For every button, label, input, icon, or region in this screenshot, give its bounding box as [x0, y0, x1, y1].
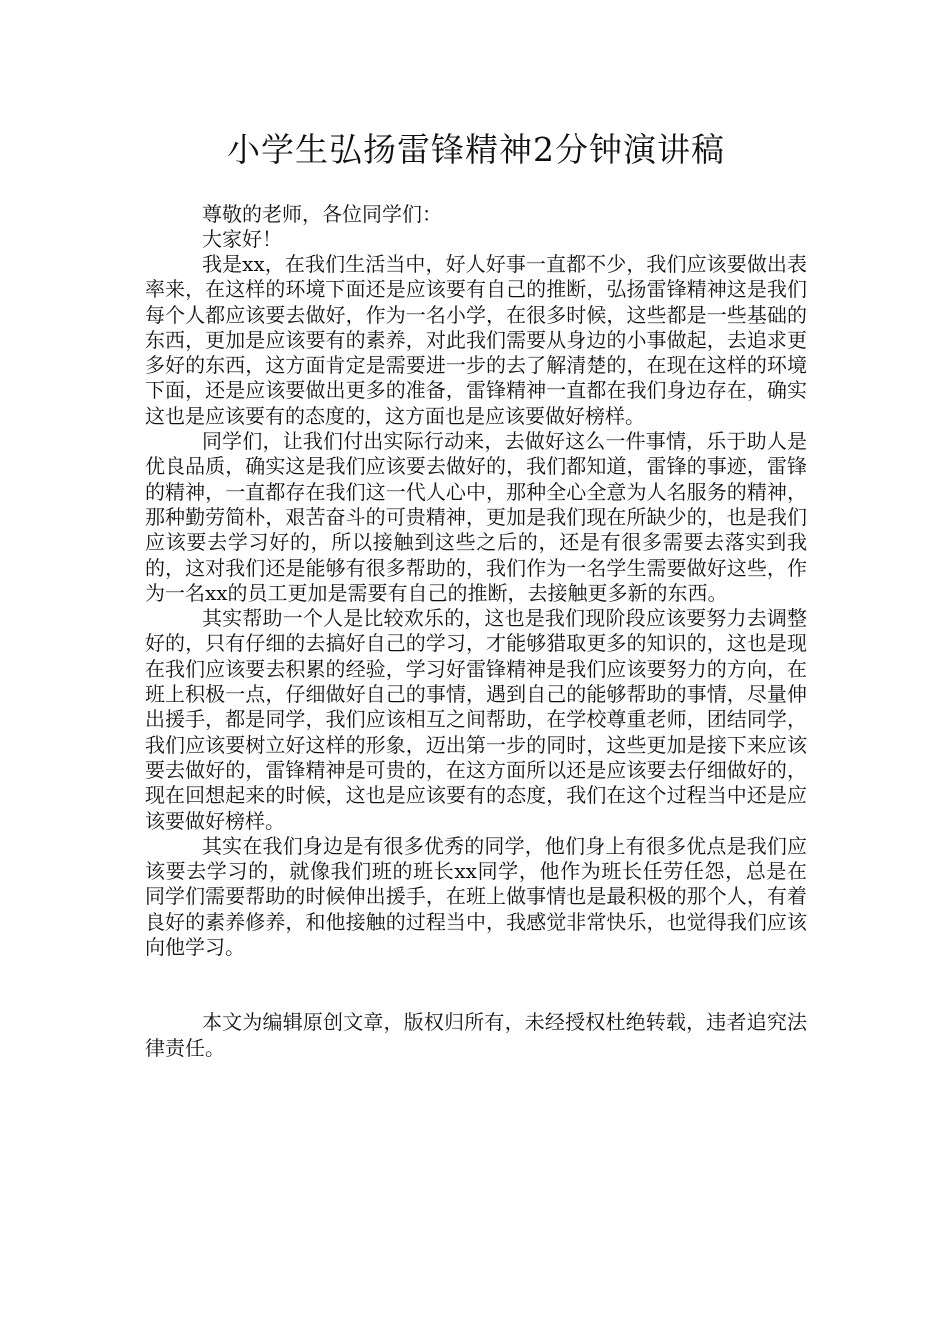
greeting-line: 尊敬的老师，各位同学们： — [202, 202, 442, 226]
opening-line: 大家好！ — [202, 227, 282, 251]
body-paragraph-1: 我是xx，在我们生活当中，好人好事一直都不少，我们应该要做出表率来，在这样的环境下面还是应该要有自己的推断，弘扬雷锋精神这是我们每个人都应该要去做好，作为一名小学，在很多时候，这些都是一些基础的东西，更加是应该要有的素养，对此我们需要从身边的小事做起，去追求更多好的东西，这方面肯定是需要进一步的去了解清楚的，在现在这样的环境下面，还是应该要做出更多的准备，雷锋精神一直都在我们身边存在，确实这也是应该要有的态度的，这方面也是应该要做好榜样。 — [145, 252, 807, 428]
body-paragraph-2: 同学们，让我们付出实际行动来，去做好这么一件事情，乐于助人是优良品质，确实这是我们应该要去做好的，我们都知道，雷锋的事迹，雷锋的精神，一直都存在我们这一代人心中，那种全心全意为人名服务的精神，那种勤劳简朴，艰苦奋斗的可贵精神，更加是我们现在所缺少的，也是我们应该要去学习好的，所以接触到这些之后的，还是有很多需要去落实到我的，这对我们还是能够有很多帮助的，我们作为一名学生需要做好这些，作为一名xx的员工更加是需要有自己的推断，去接触更多新的东西。 — [145, 429, 807, 605]
copyright-notice: 本文为编辑原创文章，版权归所有，未经授权杜绝转载，违者追究法律责任。 — [145, 1010, 807, 1060]
document-title: 小学生弘扬雷锋精神2分钟演讲稿 — [227, 130, 725, 169]
section-spacer — [145, 960, 807, 1010]
document-page — [145, 128, 807, 1061]
body-paragraph-3: 其实帮助一个人是比较欢乐的，这也是我们现阶段应该要努力去调整好的，只有仔细的去搞好自己的学习，才能够猎取更多的知识的，这也是现在我们应该要去积累的经验，学习好雷锋精神是我们应该要努力的方向，在班上积极一点，仔细做好自己的事情，遇到自己的能够帮助的事情，尽量伸出援手，都是同学，我们应该相互之间帮助，在学校尊重老师，团结同学，我们应该要树立好这样的形象，迈出第一步的同时，这些更加是接下来应该要去做好的，雷锋精神是可贵的，在这方面所以还是应该要去仔细做好的，现在回想起来的时候，这也是应该要有的态度，我们在这个过程当中还是应该要做好榜样。 — [145, 606, 807, 833]
body-paragraph-4: 其实在我们身边是有很多优秀的同学，他们身上有很多优点是我们应该要去学习的，就像我们班的班长xx同学，他作为班长任劳任怨，总是在同学们需要帮助的时候伸出援手，在班上做事情也是最积极的那个人，有着良好的素养修养，和他接触的过程当中，我感觉非常快乐，也觉得我们应该向他学习。 — [145, 833, 807, 960]
